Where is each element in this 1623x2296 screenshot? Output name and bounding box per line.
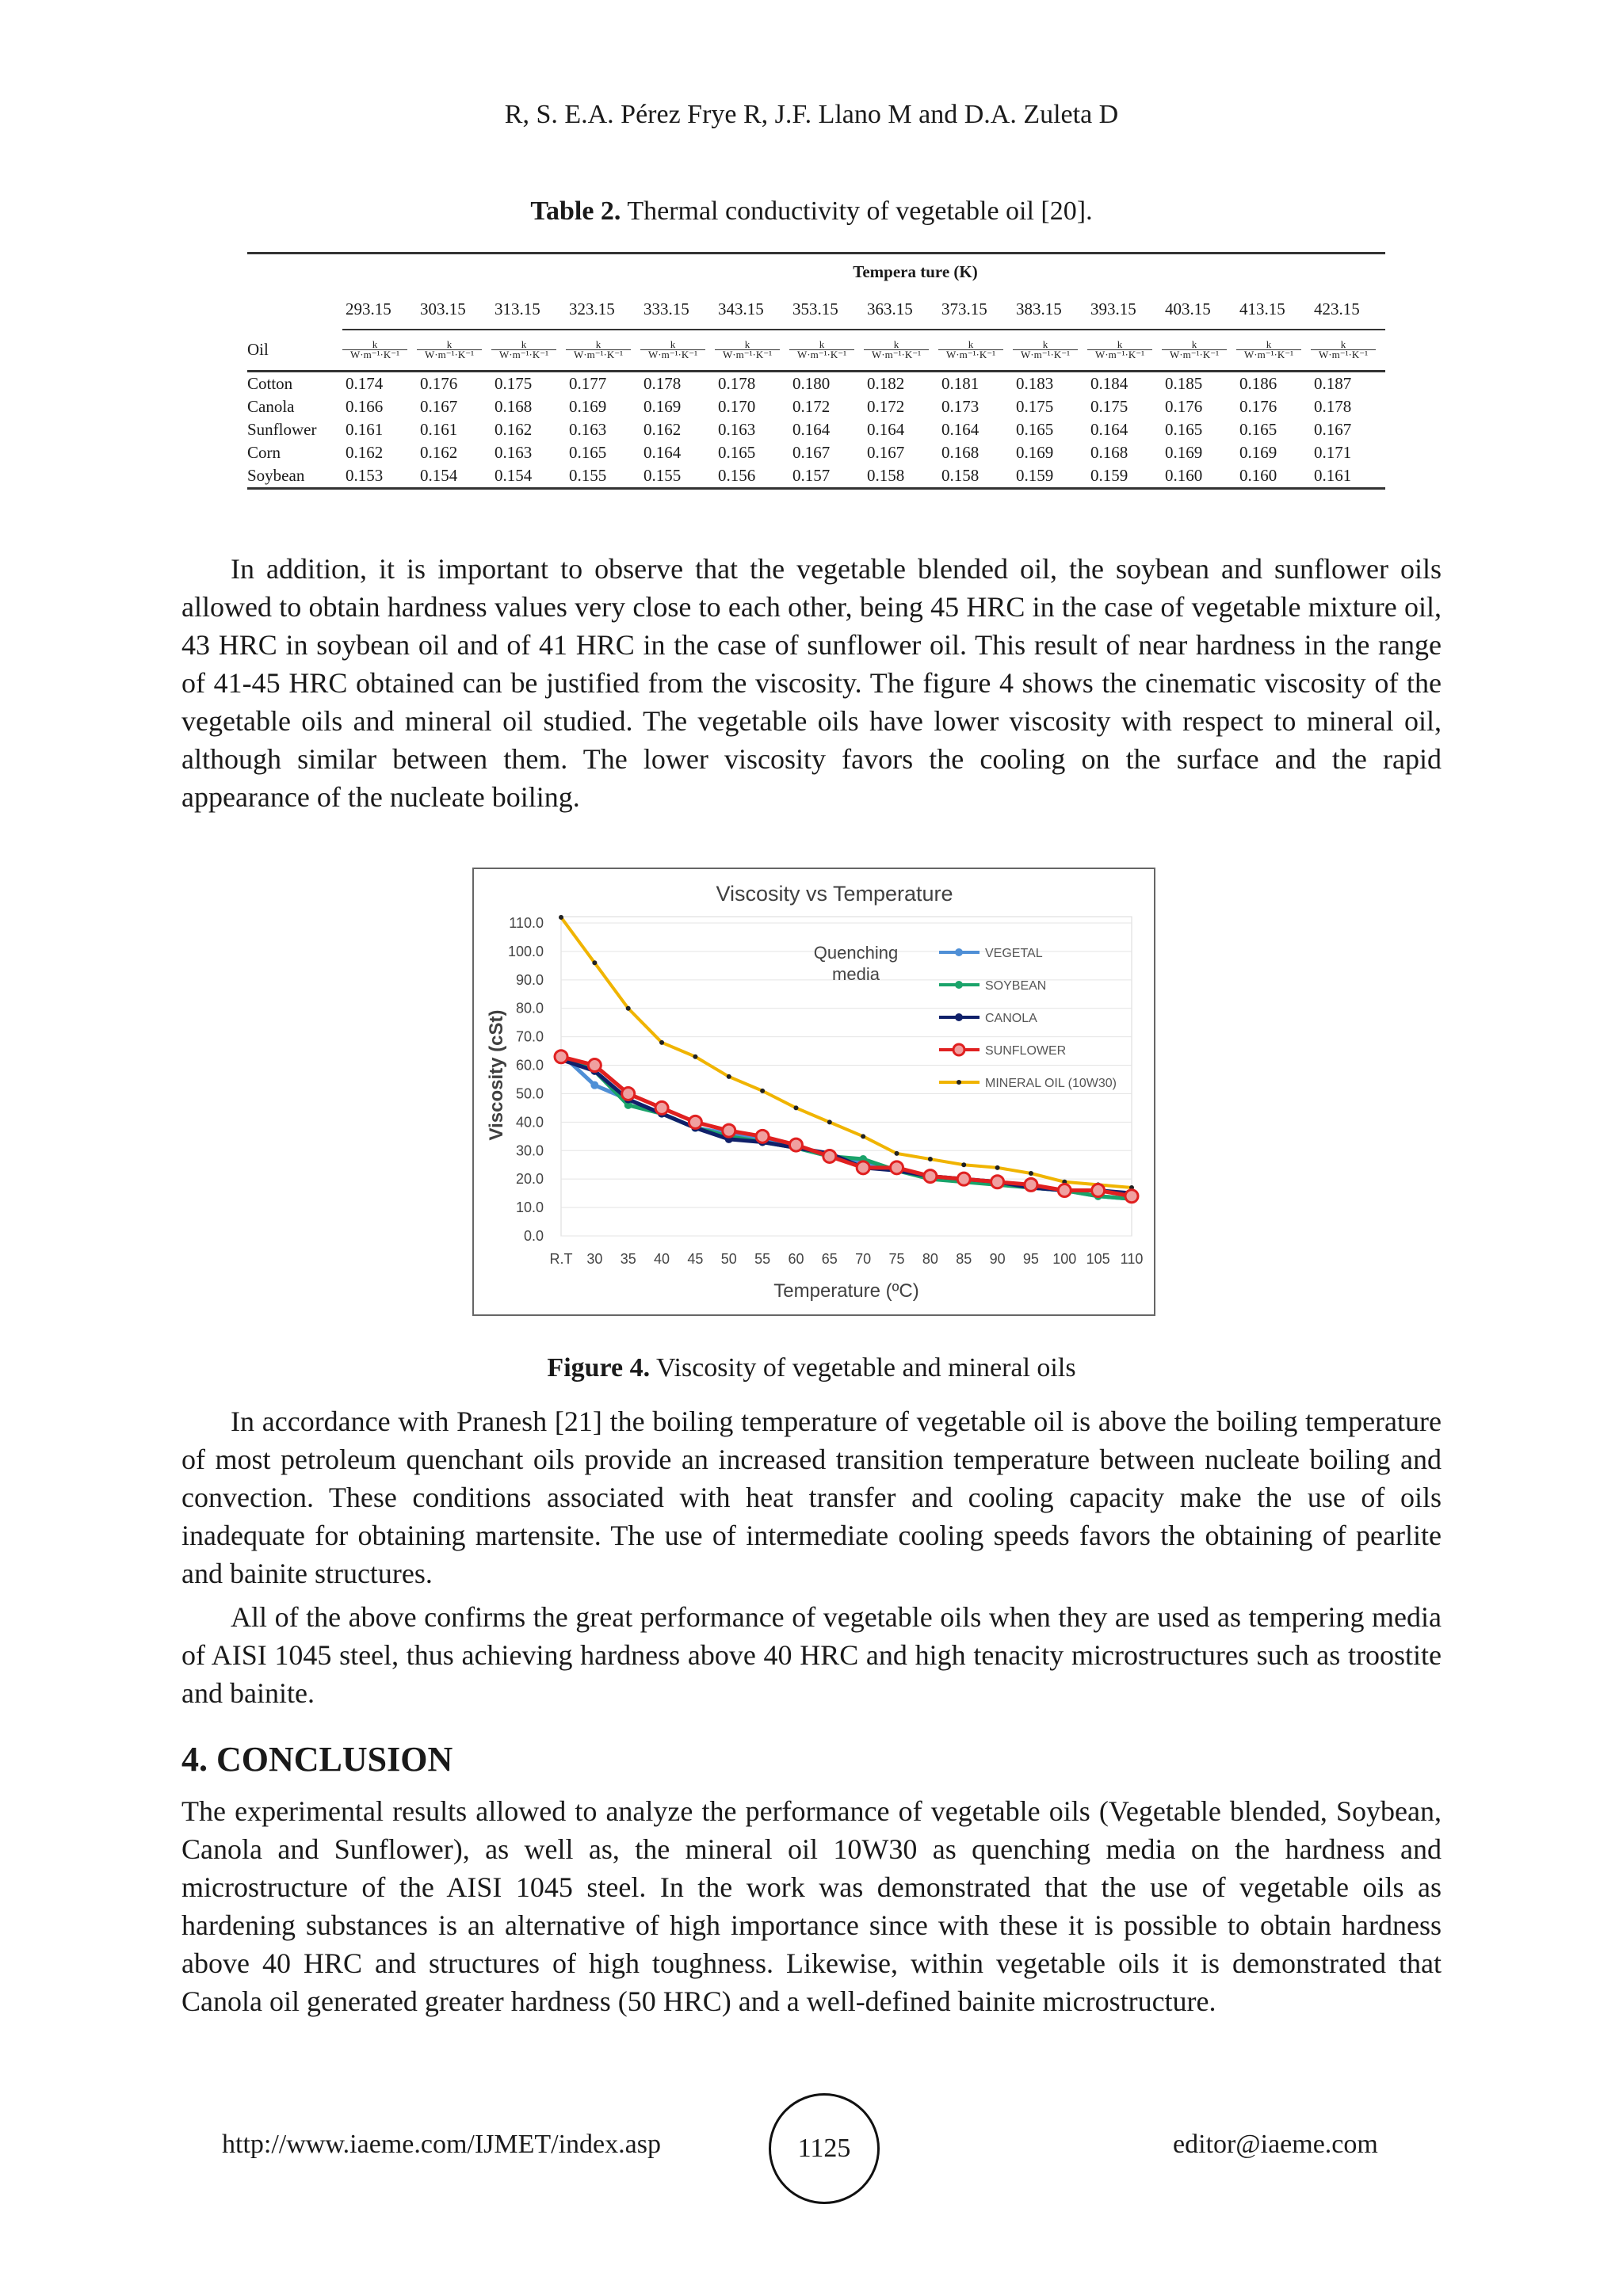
unit-denominator: W·m⁻¹·K⁻¹ — [417, 349, 482, 360]
conductivity-cell: 0.162 — [643, 420, 682, 439]
legend-title: media — [832, 964, 880, 984]
x-tick-label: 90 — [989, 1251, 1006, 1267]
table-row — [247, 441, 1385, 464]
unit-header — [1013, 330, 1087, 372]
temperature-header: 383.15 — [1013, 289, 1087, 330]
legend-marker — [955, 948, 963, 956]
conductivity-cell: 0.161 — [420, 420, 458, 439]
data-point — [588, 1059, 601, 1072]
conductivity-cell: 0.161 — [346, 420, 384, 439]
table-row — [247, 418, 1385, 441]
page-number: 1125 — [769, 2093, 880, 2204]
conductivity-cell: 0.168 — [495, 397, 533, 416]
unit-header — [715, 330, 789, 372]
unit-header — [417, 330, 491, 372]
x-axis-label: Temperature (ºC) — [773, 1280, 919, 1302]
unit-denominator: W·m⁻¹·K⁻¹ — [566, 349, 631, 360]
data-point — [924, 1170, 937, 1183]
thermal-conductivity-table — [247, 252, 1385, 490]
unit-numerator: k — [1340, 338, 1346, 350]
conductivity-cell: 0.158 — [941, 466, 980, 485]
table-caption-text: Thermal conductivity of vegetable oil [20]. — [621, 196, 1093, 226]
unit-numerator: k — [1042, 338, 1048, 350]
conductivity-cell: 0.169 — [1165, 443, 1203, 462]
data-point — [1058, 1184, 1071, 1197]
x-tick-label: 30 — [586, 1251, 603, 1267]
conductivity-cell: 0.177 — [569, 374, 607, 393]
x-tick-label: 105 — [1086, 1251, 1110, 1267]
legend-marker — [953, 1044, 964, 1055]
unit-header — [1162, 330, 1236, 372]
conductivity-cell: 0.165 — [569, 443, 607, 462]
data-point — [727, 1074, 731, 1079]
unit-numerator: k — [521, 338, 527, 350]
data-point — [891, 1161, 903, 1174]
unit-denominator: W·m⁻¹·K⁻¹ — [789, 349, 854, 360]
conductivity-cell: 0.175 — [1016, 397, 1054, 416]
temperature-header: 403.15 — [1162, 289, 1236, 330]
unit-denominator: W·m⁻¹·K⁻¹ — [1013, 349, 1078, 360]
data-point — [1092, 1184, 1105, 1197]
data-point — [861, 1134, 865, 1138]
data-point — [622, 1087, 635, 1100]
conductivity-cell: 0.176 — [1165, 397, 1203, 416]
y-tick-label: 80.0 — [515, 1000, 544, 1016]
table-group-title: Tempera ture (K) — [853, 261, 978, 281]
conductivity-cell: 0.167 — [420, 397, 458, 416]
y-tick-label: 20.0 — [515, 1171, 544, 1188]
oil-name-cell: Canola — [247, 397, 295, 416]
legend-title: Quenching — [813, 943, 899, 963]
viscosity-chart — [472, 868, 1155, 1316]
conductivity-cell: 0.163 — [569, 420, 607, 439]
conductivity-cell: 0.169 — [1016, 443, 1054, 462]
x-tick-label: 60 — [788, 1251, 804, 1267]
data-point — [827, 1119, 832, 1124]
conductivity-cell: 0.169 — [569, 397, 607, 416]
data-point — [995, 1165, 1000, 1170]
paragraph-performance — [181, 1598, 1442, 1712]
oil-name-cell: Corn — [247, 443, 281, 462]
unit-numerator: k — [1266, 338, 1272, 350]
conductivity-cell: 0.162 — [495, 420, 533, 439]
data-point — [961, 1162, 966, 1167]
conductivity-cell: 0.186 — [1239, 374, 1277, 393]
data-point — [957, 1173, 970, 1185]
data-point — [655, 1101, 668, 1114]
x-tick-label: 55 — [754, 1251, 771, 1267]
conductivity-cell: 0.187 — [1314, 374, 1352, 393]
x-tick-label: 95 — [1022, 1251, 1039, 1267]
unit-denominator: W·m⁻¹·K⁻¹ — [491, 349, 556, 360]
conductivity-cell: 0.159 — [1016, 466, 1054, 485]
temperature-header: 313.15 — [491, 289, 566, 330]
x-tick-label: 70 — [855, 1251, 872, 1267]
y-tick-label: 70.0 — [515, 1028, 544, 1045]
y-tick-label: 10.0 — [515, 1199, 544, 1216]
data-point — [1025, 1178, 1037, 1191]
conductivity-cell: 0.168 — [1090, 443, 1128, 462]
oil-name-cell: Sunflower — [247, 420, 317, 439]
conductivity-cell: 0.162 — [420, 443, 458, 462]
paragraph-text: In accordance with Pranesh [21] the boiling temperature of vegetable oil is above the boiling temperature of most petroleum quenchant oils provide an increased transition temperature between nucleate boiling and convection. These conditions associated with heat transfer and cooling capacity make the use of oils inadequate for obtaining martensite. The use of intermediate cooling speeds favors the obtaining of pearlite and bainite structures. — [181, 1405, 1442, 1589]
legend-label: CANOLA — [985, 1012, 1037, 1025]
data-point — [659, 1040, 664, 1045]
conductivity-cell: 0.165 — [1239, 420, 1277, 439]
chart-title: Viscosity vs Temperature — [716, 882, 953, 906]
paragraph-viscosity-discussion — [181, 550, 1442, 816]
unit-header — [342, 330, 417, 372]
unit-header — [864, 330, 938, 372]
unit-denominator: W·m⁻¹·K⁻¹ — [1236, 349, 1301, 360]
temperature-header: 293.15 — [342, 289, 417, 330]
temperature-header: 413.15 — [1236, 289, 1311, 330]
data-point — [1125, 1190, 1138, 1203]
conductivity-cell: 0.167 — [867, 443, 905, 462]
conductivity-cell: 0.185 — [1165, 374, 1203, 393]
conductivity-cell: 0.159 — [1090, 466, 1128, 485]
conductivity-cell: 0.184 — [1090, 374, 1128, 393]
unit-header — [789, 330, 864, 372]
data-point — [991, 1176, 1004, 1188]
temperature-header: 363.15 — [864, 289, 938, 330]
figure-caption-label: Figure 4. — [547, 1353, 651, 1383]
conductivity-cell: 0.164 — [941, 420, 980, 439]
unit-numerator: k — [446, 338, 453, 350]
y-tick-label: 60.0 — [515, 1057, 544, 1074]
section-heading-conclusion: 4. CONCLUSION — [181, 1740, 453, 1779]
conductivity-cell: 0.165 — [718, 443, 756, 462]
legend-marker — [957, 1080, 961, 1085]
data-point — [1029, 1171, 1033, 1176]
conductivity-cell: 0.180 — [792, 374, 831, 393]
paragraph-text: All of the above confirms the great performance of vegetable oils when they are used as tempering media of AISI 1045 steel, thus achieving hardness above 40 HRC and high tenacity microstructures such as troostite and bainite. — [181, 1601, 1442, 1709]
data-point — [689, 1116, 701, 1128]
conductivity-cell: 0.165 — [1165, 420, 1203, 439]
conductivity-cell: 0.166 — [346, 397, 384, 416]
data-point — [793, 1105, 798, 1110]
legend-label: VEGETAL — [985, 947, 1043, 960]
unit-numerator: k — [893, 338, 899, 350]
unit-denominator: W·m⁻¹·K⁻¹ — [715, 349, 780, 360]
y-tick-label: 30.0 — [515, 1142, 544, 1159]
conductivity-cell: 0.164 — [867, 420, 905, 439]
conductivity-cell: 0.169 — [1239, 443, 1277, 462]
conductivity-cell: 0.182 — [867, 374, 905, 393]
conductivity-cell: 0.168 — [941, 443, 980, 462]
x-tick-label: 50 — [720, 1251, 737, 1267]
x-tick-label: 80 — [922, 1251, 938, 1267]
legend-marker — [955, 1013, 963, 1021]
conductivity-cell: 0.172 — [792, 397, 831, 416]
data-point — [723, 1124, 735, 1137]
table-row — [247, 395, 1385, 418]
y-tick-label: 0.0 — [523, 1228, 544, 1244]
legend-label: MINERAL OIL (10W30) — [985, 1077, 1117, 1090]
running-header: R, S. E.A. Pérez Frye R, J.F. Llano M and D.A. Zuleta D — [504, 100, 1119, 129]
temperature-header: 343.15 — [715, 289, 789, 330]
unit-numerator: k — [968, 338, 974, 350]
unit-numerator: k — [819, 338, 825, 350]
x-tick-label: 40 — [654, 1251, 670, 1267]
conductivity-cell: 0.163 — [495, 443, 533, 462]
conductivity-cell: 0.181 — [941, 374, 980, 393]
y-tick-label: 40.0 — [515, 1114, 544, 1131]
data-point — [590, 1081, 598, 1089]
data-point — [760, 1089, 765, 1093]
data-point — [756, 1130, 769, 1142]
oil-name-cell: Cotton — [247, 374, 293, 393]
conductivity-cell: 0.169 — [643, 397, 682, 416]
y-tick-label: 50.0 — [515, 1085, 544, 1102]
data-point — [928, 1157, 933, 1161]
x-tick-label: 35 — [620, 1251, 636, 1267]
unit-header — [566, 330, 640, 372]
conductivity-cell: 0.173 — [941, 397, 980, 416]
table-caption — [0, 196, 1623, 227]
paragraph-boiling-temperature — [181, 1402, 1442, 1592]
conductivity-cell: 0.164 — [1090, 420, 1128, 439]
table-row — [247, 464, 1385, 489]
data-point — [693, 1055, 697, 1059]
legend-marker — [955, 981, 963, 989]
conductivity-cell: 0.174 — [346, 374, 384, 393]
unit-denominator: W·m⁻¹·K⁻¹ — [342, 349, 407, 360]
conductivity-cell: 0.158 — [867, 466, 905, 485]
conductivity-cell: 0.175 — [495, 374, 533, 393]
unit-header — [1236, 330, 1311, 372]
unit-numerator: k — [595, 338, 601, 350]
figure-caption-text: Viscosity of vegetable and mineral oils — [650, 1353, 1076, 1383]
unit-header — [1311, 330, 1385, 372]
unit-header — [640, 330, 715, 372]
footer-email[interactable]: editor@iaeme.com — [1173, 2130, 1378, 2159]
conductivity-cell: 0.154 — [420, 466, 458, 485]
temperature-header: 303.15 — [417, 289, 491, 330]
conductivity-cell: 0.163 — [718, 420, 756, 439]
conductivity-cell: 0.183 — [1016, 374, 1054, 393]
conductivity-cell: 0.155 — [643, 466, 682, 485]
conductivity-cell: 0.156 — [718, 466, 756, 485]
conductivity-cell: 0.171 — [1314, 443, 1352, 462]
x-tick-label: 75 — [888, 1251, 905, 1267]
oil-column-header: Oil — [247, 340, 269, 359]
data-point — [592, 960, 597, 965]
temperature-header: 423.15 — [1311, 289, 1385, 330]
temperature-header: 393.15 — [1087, 289, 1162, 330]
conductivity-cell: 0.170 — [718, 397, 756, 416]
x-tick-label: 110 — [1120, 1251, 1144, 1267]
x-tick-label: 85 — [956, 1251, 972, 1267]
unit-header — [938, 330, 1013, 372]
figure-caption — [0, 1353, 1623, 1383]
unit-denominator: W·m⁻¹·K⁻¹ — [1311, 349, 1376, 360]
data-point — [823, 1150, 836, 1162]
conductivity-cell: 0.176 — [420, 374, 458, 393]
conductivity-cell: 0.172 — [867, 397, 905, 416]
footer-url[interactable]: http://www.iaeme.com/IJMET/index.asp — [222, 2130, 661, 2159]
temperature-header: 333.15 — [640, 289, 715, 330]
data-point — [559, 915, 563, 920]
x-tick-label: 65 — [821, 1251, 838, 1267]
conductivity-cell: 0.167 — [792, 443, 831, 462]
conductivity-cell: 0.178 — [718, 374, 756, 393]
unit-denominator: W·m⁻¹·K⁻¹ — [1087, 349, 1152, 360]
y-tick-label: 100.0 — [507, 943, 544, 959]
conductivity-cell: 0.162 — [346, 443, 384, 462]
conductivity-cell: 0.178 — [1314, 397, 1352, 416]
paragraph-text: In addition, it is important to observe that the vegetable blended oil, the soybean and sunflower oils allowed to obtain hardness values very close to each other, being 45 HRC in the case of vegetable mixture oil, 43 HRC in soybean oil and of 41 HRC in the case of sunflower oil. This result of near hardness in the range of 41-45 HRC obtained can be justified from the viscosity. The figure 4 shows the cinematic viscosity of the vegetable oils and mineral oil studied. The vegetable oils have lower viscosity with respect to mineral oil, although similar between them. The lower viscosity favors the cooling on the surface and the rapid appearance of the nucleate boiling. — [181, 553, 1442, 813]
oil-name-cell: Soybean — [247, 466, 305, 485]
conductivity-cell: 0.161 — [1314, 466, 1352, 485]
conductivity-cell: 0.175 — [1090, 397, 1128, 416]
table-row — [247, 372, 1385, 396]
unit-denominator: W·m⁻¹·K⁻¹ — [640, 349, 705, 360]
unit-header — [1087, 330, 1162, 372]
temperature-header: 323.15 — [566, 289, 640, 330]
data-point — [789, 1138, 802, 1151]
conductivity-cell: 0.164 — [792, 420, 831, 439]
unit-numerator: k — [744, 338, 750, 350]
y-tick-label: 90.0 — [515, 971, 544, 988]
unit-numerator: k — [1191, 338, 1197, 350]
x-tick-label: 45 — [687, 1251, 704, 1267]
conductivity-cell: 0.155 — [569, 466, 607, 485]
data-point — [626, 1006, 631, 1011]
unit-denominator: W·m⁻¹·K⁻¹ — [864, 349, 929, 360]
conductivity-cell: 0.160 — [1165, 466, 1203, 485]
unit-denominator: W·m⁻¹·K⁻¹ — [1162, 349, 1227, 360]
x-tick-label: 100 — [1052, 1251, 1077, 1267]
data-point — [895, 1151, 899, 1156]
conductivity-cell: 0.153 — [346, 466, 384, 485]
y-axis-label: Viscosity (cSt) — [486, 1009, 507, 1141]
x-tick-label: R.T — [549, 1251, 573, 1267]
conductivity-cell: 0.164 — [643, 443, 682, 462]
unit-denominator: W·m⁻¹·K⁻¹ — [938, 349, 1003, 360]
unit-numerator: k — [372, 338, 378, 350]
paragraph-conclusion: The experimental results allowed to analyze the performance of vegetable oils (Vegetable blended, Soybean, Canola and Sunflower), as well as, the mineral oil 10W30 as quenching media on the hardness and microstructure of the AISI 1045 steel. In the work was demonstrated that the use of vegetable oils as hardening substances is an alternative of high importance since with these it is possible to obtain hardness above 40 HRC and structures of high toughness. Likewise, within vegetable oils it is demonstrated that Canola oil generated greater hardness (50 HRC) and a well-defined bainite microstructure. — [181, 1795, 1442, 2017]
conductivity-cell: 0.178 — [643, 374, 682, 393]
unit-numerator: k — [1117, 338, 1123, 350]
data-point — [857, 1161, 869, 1174]
table-caption-label: Table 2. — [530, 196, 621, 226]
conductivity-cell: 0.157 — [792, 466, 831, 485]
data-point — [555, 1051, 567, 1063]
conductivity-cell: 0.176 — [1239, 397, 1277, 416]
conductivity-cell: 0.167 — [1314, 420, 1352, 439]
conductivity-cell: 0.160 — [1239, 466, 1277, 485]
conductivity-cell: 0.165 — [1016, 420, 1054, 439]
temperature-header: 373.15 — [938, 289, 1013, 330]
legend-label: SOYBEAN — [985, 979, 1047, 993]
y-tick-label: 110.0 — [509, 915, 544, 931]
legend-label: SUNFLOWER — [985, 1044, 1067, 1058]
unit-header — [491, 330, 566, 372]
temperature-header: 353.15 — [789, 289, 864, 330]
unit-numerator: k — [670, 338, 676, 350]
conductivity-cell: 0.154 — [495, 466, 533, 485]
